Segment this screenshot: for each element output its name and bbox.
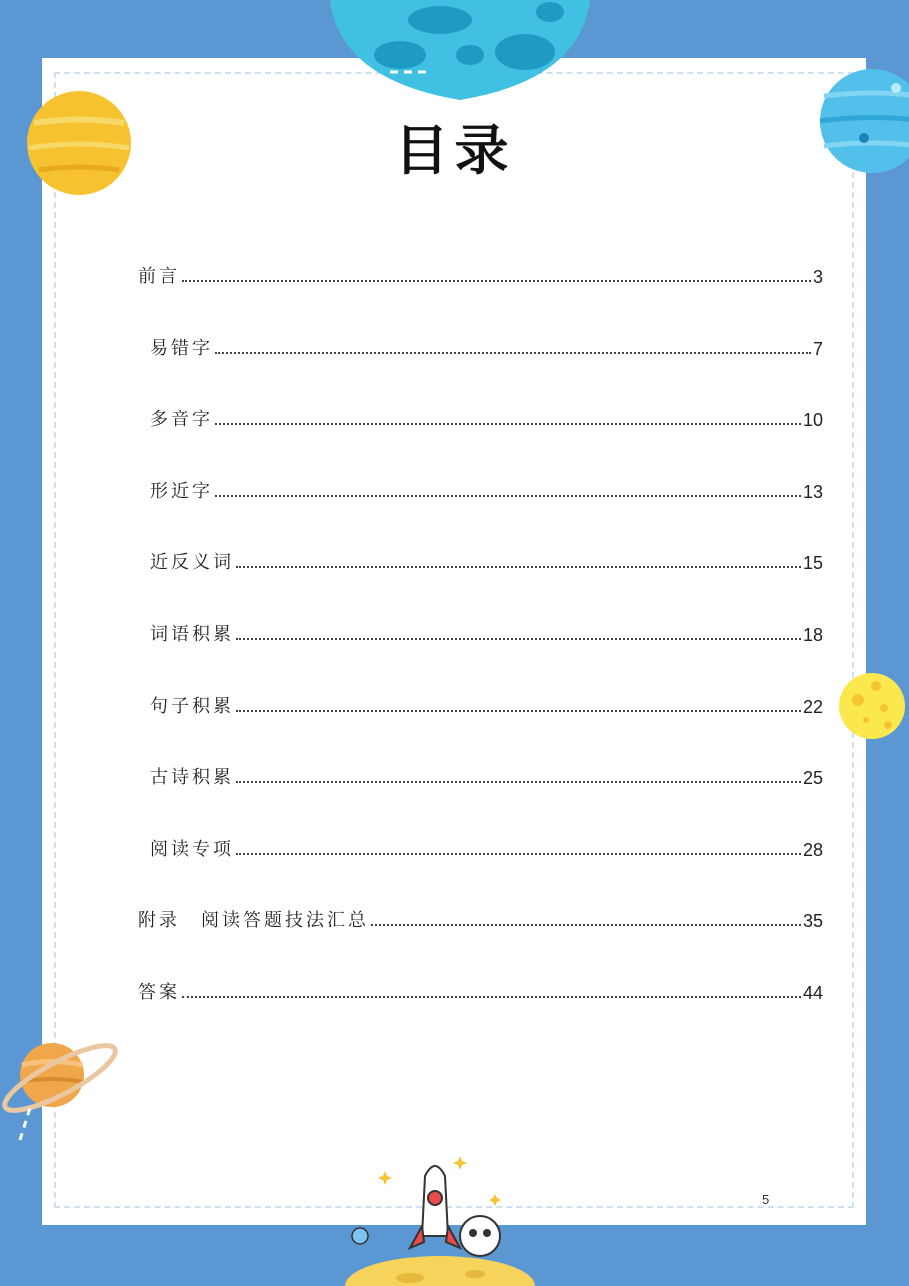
toc-entry-label: 附录 阅读答题技法汇总 xyxy=(138,910,369,931)
toc-entry-label: 形近字 xyxy=(150,481,213,502)
toc-entry xyxy=(138,978,823,1004)
toc-entry-page: 18 xyxy=(802,625,823,645)
toc-entry xyxy=(150,692,823,718)
rocket-scene-icon xyxy=(340,1156,540,1286)
toc-entry xyxy=(138,262,823,288)
toc-leader-dots xyxy=(215,352,811,354)
toc-leader-dots xyxy=(236,566,801,568)
toc-leader-dots xyxy=(182,280,811,282)
toc-entry xyxy=(138,906,823,932)
toc-entry-page: 13 xyxy=(802,482,823,502)
toc-leader-dots xyxy=(236,638,801,640)
toc-entry-label: 近反义词 xyxy=(150,552,234,573)
toc-entry-label: 前言 xyxy=(138,266,180,287)
toc-entry-page: 22 xyxy=(802,697,823,717)
toc-leader-dots xyxy=(236,781,801,783)
toc-leader-dots xyxy=(215,495,801,497)
toc-leader-dots xyxy=(236,853,801,855)
page-title: 目录 xyxy=(394,119,515,182)
toc-entry-page: 10 xyxy=(802,410,823,430)
toc-entry xyxy=(150,620,823,646)
yellow-moon-icon xyxy=(836,670,908,742)
page-number: 5 xyxy=(762,1192,770,1207)
toc-entry xyxy=(150,477,823,503)
toc-entry xyxy=(150,334,823,360)
toc-entry-page: 15 xyxy=(802,553,823,573)
toc-entry-label: 答案 xyxy=(138,982,180,1003)
toc-entry-label: 词语积累 xyxy=(150,624,234,645)
toc-entry-page: 3 xyxy=(812,267,823,287)
toc-entry-label: 阅读专项 xyxy=(150,839,234,860)
toc-entry-page: 35 xyxy=(802,911,823,931)
toc-leader-dots xyxy=(215,423,801,425)
toc-entry-label: 句子积累 xyxy=(150,696,234,717)
toc-entry-page: 25 xyxy=(802,768,823,788)
toc-entry-label: 多音字 xyxy=(150,409,213,430)
toc-entry xyxy=(150,835,823,861)
toc-entry-page: 7 xyxy=(812,339,823,359)
toc-entry-page: 28 xyxy=(802,840,823,860)
toc-entry xyxy=(150,763,823,789)
toc-leader-dots xyxy=(371,924,801,926)
blue-planet-top-icon xyxy=(320,0,600,110)
toc-entry-label: 易错字 xyxy=(150,338,213,359)
toc-entry xyxy=(150,405,823,431)
toc-entry xyxy=(150,548,823,574)
toc-leader-dots xyxy=(182,996,801,998)
toc-entry-label: 古诗积累 xyxy=(150,767,234,788)
ringed-planet-icon xyxy=(0,1030,130,1140)
toc-leader-dots xyxy=(236,710,801,712)
toc-entry-page: 44 xyxy=(802,983,823,1003)
